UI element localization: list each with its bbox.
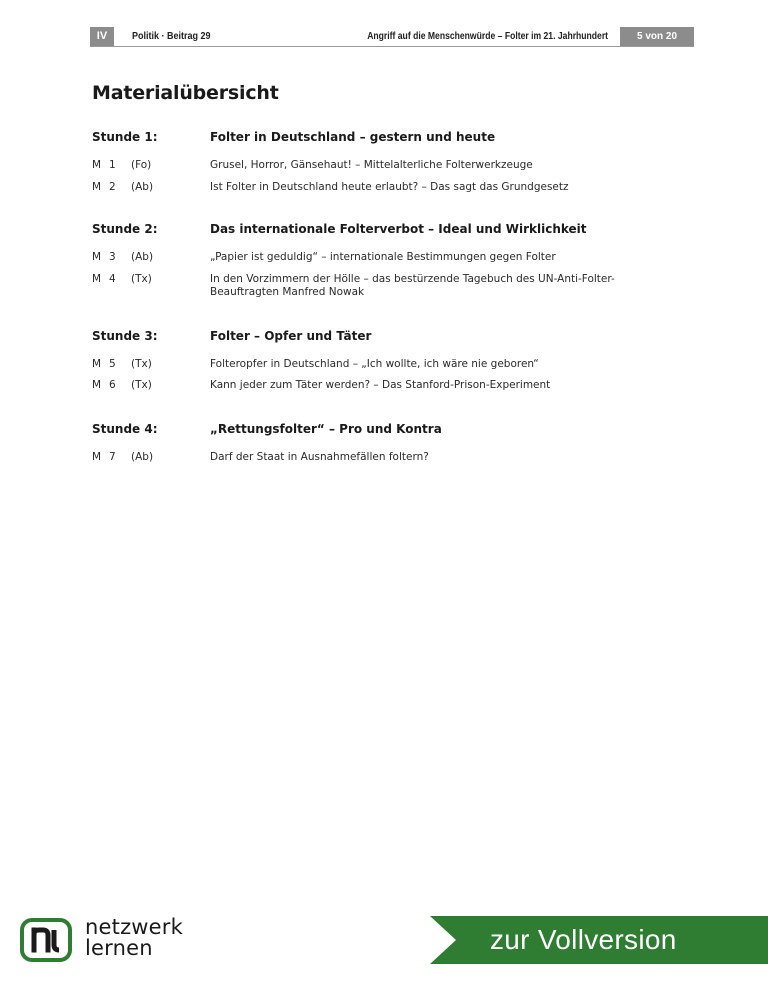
material-prefix: M xyxy=(92,181,102,193)
lesson-label: Stunde 3: xyxy=(92,329,158,343)
material-type: (Tx) xyxy=(131,379,152,391)
material-row xyxy=(92,273,652,299)
lesson-block xyxy=(92,422,652,463)
material-type: (Ab) xyxy=(131,181,154,193)
material-description: Folteropfer in Deutschland – „Ich wollte, ich wäre nie geboren“ xyxy=(210,358,539,370)
logo-line-2: lernen xyxy=(85,936,153,960)
material-row xyxy=(92,358,652,371)
material-type: (Tx) xyxy=(131,358,152,370)
material-prefix: M xyxy=(92,273,102,285)
lesson-title: „Rettungsfolter“ – Pro und Kontra xyxy=(210,422,442,436)
lesson-heading xyxy=(92,329,652,347)
lesson-title: Das internationale Folterverbot – Ideal und Wirklichkeit xyxy=(210,222,587,236)
material-prefix: M xyxy=(92,379,102,391)
material-description: Kann jeder zum Täter werden? – Das Stanford-Prison-Experiment xyxy=(210,379,551,391)
lesson-title: Folter in Deutschland – gestern und heute xyxy=(210,130,496,144)
material-description: „Papier ist geduldig“ – internationale Bestimmungen gegen Folter xyxy=(210,251,556,263)
header-right-title: Angriff auf die Menschenwürde – Folter im 21. Jahrhundert xyxy=(367,31,608,42)
material-number: 5 xyxy=(109,358,116,370)
lesson-block xyxy=(92,222,652,298)
material-type: (Tx) xyxy=(131,273,152,285)
lesson-heading xyxy=(92,422,652,440)
logo-line-1: netzwerk xyxy=(85,915,183,939)
page-number-badge: 5 von 20 xyxy=(620,27,694,46)
lesson-title: Folter – Opfer und Täter xyxy=(210,329,372,343)
material-number: 1 xyxy=(109,159,116,171)
page-header xyxy=(90,27,694,47)
material-row xyxy=(92,181,652,194)
material-type: (Fo) xyxy=(131,159,152,171)
logo-wordmark[interactable] xyxy=(85,917,183,959)
full-version-label: zur Vollversion xyxy=(490,924,677,955)
material-row xyxy=(92,451,652,464)
page-title: Materialübersicht xyxy=(92,82,279,104)
lesson-block xyxy=(92,329,652,391)
full-version-button[interactable] xyxy=(430,916,768,964)
netzwerk-lernen-logo-icon[interactable] xyxy=(20,918,72,962)
material-description: In den Vorzimmern der Hölle – das bestürzende Tagebuch des UN-Anti-Folter-Beauftragten Manfred Nowak xyxy=(210,273,615,298)
section-badge: IV xyxy=(90,27,114,46)
lesson-label: Stunde 4: xyxy=(92,422,158,436)
material-type: (Ab) xyxy=(131,251,154,263)
material-description: Darf der Staat in Ausnahmefällen foltern? xyxy=(210,451,429,463)
header-left-title: Politik · Beitrag 29 xyxy=(132,31,211,42)
header-divider xyxy=(90,46,694,47)
material-row xyxy=(92,379,652,392)
lesson-heading xyxy=(92,222,652,240)
material-prefix: M xyxy=(92,251,102,263)
material-number: 3 xyxy=(109,251,116,263)
material-row xyxy=(92,159,652,172)
material-prefix: M xyxy=(92,451,102,463)
lesson-label: Stunde 2: xyxy=(92,222,158,236)
material-prefix: M xyxy=(92,358,102,370)
lesson-label: Stunde 1: xyxy=(92,130,158,144)
lesson-heading xyxy=(92,130,652,148)
material-description: Ist Folter in Deutschland heute erlaubt? – Das sagt das Grundgesetz xyxy=(210,181,569,193)
material-row xyxy=(92,251,652,264)
material-number: 4 xyxy=(109,273,116,285)
material-prefix: M xyxy=(92,159,102,171)
lesson-block xyxy=(92,130,652,193)
material-number: 7 xyxy=(109,451,116,463)
material-number: 2 xyxy=(109,181,116,193)
material-description: Grusel, Horror, Gänsehaut! – Mittelalterliche Folterwerkzeuge xyxy=(210,159,533,171)
material-type: (Ab) xyxy=(131,451,154,463)
material-number: 6 xyxy=(109,379,116,391)
